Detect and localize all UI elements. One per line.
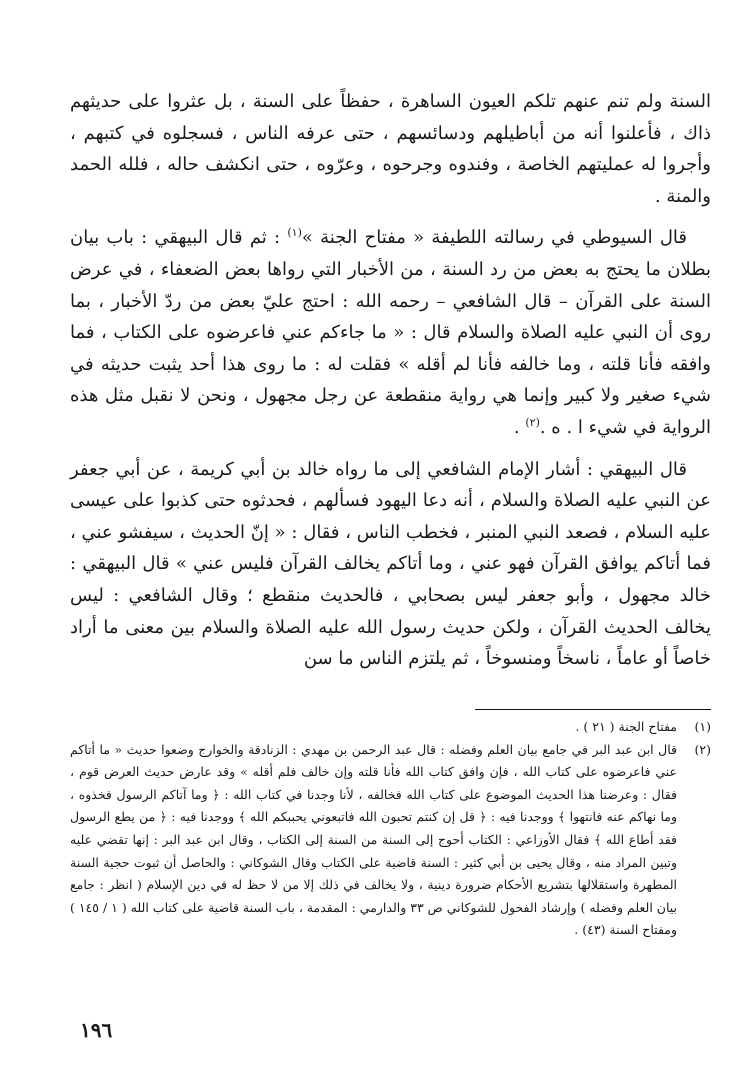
- paragraph-2-text-a: قال السيوطي في رسالته اللطيفة « مفتاح الجنة »: [301, 227, 687, 249]
- paragraph-3-text: قال البيهقي : أشار الإمام الشافعي إلى ما رواه خالد بن أبي كريمة ، عن أبي جعفر عن النبي عليه الصلاة والسلام ، أنه دعا اليهود فسألهم ، فحدثوه حتى كذبوا على عيسى عليه السلام ، فصعد النبي المنبر ، فخطب الناس ، فقال : « إنّ الحديث ، سيفشو عني ، فما أتاكم يوافق القرآن فهو عني ، وما أتاكم يخالف القرآن فليس عني » قال البيهقي : خالد مجهول ، وأبو جعفر ليس بصحابي ، فالحديث منقطع ؛ وقال الشافعي : ليس يخالف الحديث القرآن ، ولكن حديث رسول الله عليه الصلاة والسلام بين معنى ما أراد خاصاً أو عاماً ، ناسخاً ومنسوخاً ، ثم يلتزم الناس ما سن: [70, 458, 711, 670]
- footnotes: [70, 716, 711, 942]
- footnote-number: (٢): [694, 741, 711, 757]
- footnote-separator: [475, 709, 711, 710]
- footnote-number: (١): [694, 719, 711, 734]
- footnote-2: [70, 739, 711, 942]
- footnote-text: مفتاح الجنة ( ٢١ ) .: [575, 719, 677, 734]
- paragraph-1: [70, 86, 711, 212]
- paragraph-2-text-end: .: [513, 416, 526, 438]
- footnote-ref-2[interactable]: (٢): [525, 415, 540, 429]
- footnote-text: قال ابن عبد البر في جامع بيان العلم وفضله : قال عبد الرحمن بن مهدي : الزنادقة والخوارج وضعوا حديث « ما أتاكم عني فاعرضوه على كتاب الله ، فإن وافق كتاب الله فأنا قلته وإن خالف فلم أقله » وقد عارض حديث العرض قوم ، فقال : وعرضنا هذا الحديث الموضوع على كتاب الله فخالفه ، لأنا وجدنا في كتاب الله : ﴿ وما آتاكم الرسول فخذوه ، وما نهاكم عنه فانتهوا ﴾ ووجدنا فيه : ﴿ قل إن كنتم تحبون الله فاتبعوني يحببكم الله ﴾ ووجدنا فيه : ﴿ من يطع الرسول فقد أطاع الله ﴾ فقال الأوزاعي : الكتاب أحوج إلى السنة من السنة إلى الكتاب ، وقال ابن عبد البر : إنها تقضي عليه وتبين المراد منه ، وقال يحيى بن أبي كثير : السنة قاضية على الكتاب وقال الشوكاني : والحاصل أن ثبوت حجية السنة المطهرة واستقلالها بتشريع الأحكام ضرورة دينية ، ولا يخالف في ذلك إلا من لا حظ له في دين الإسلام ( انظر : جامع بيان العلم وفضله ) وإرشاد الفحول للشوكاني ص ٣٣ والدارمي : المقدمة ، باب السنة قاضية على كتاب الله ( ١ / ١٤٥ ) ومفتاح السنة (٤٣) .: [69, 741, 677, 938]
- paragraph-3: [70, 454, 711, 675]
- page-number: ١٩٦: [80, 1018, 113, 1042]
- footnote-1: [70, 716, 711, 739]
- paragraph-2-text-b: : ثم قال البيهقي : باب بيان بطلان ما يحتج به بعض من رد السنة ، من الأخبار التي رواها بعض الضعفاء ، في عرض السنة على القرآن – قال الشافعي – رحمه الله : احتج عليّ بعض من ردّ الأخبار ، بما روى أن النبي عليه الصلاة والسلام قال : « ما جاءكم عني فاعرضوه على الكتاب ، فما وافقه فأنا قلته ، وما خالفه فأنا لم أقله » فقلت له : ما روى هذا أحد يثبت حديثه في شيء صغير ولا كبير وإنما هي رواية منقطعة عن رجل مجهول ، ونحن لا نقبل مثل هذه الرواية في شيء ا . ه .: [70, 227, 711, 438]
- paragraph-2: [70, 222, 711, 443]
- main-text: [70, 86, 711, 675]
- paragraph-1-text: السنة ولم تنم عنهم تلكم العيون الساهرة ، حفظاً على السنة ، بل عثروا على حديثهم ذاك ، فأعلنوا أنه من أباطيلهم ودسائسهم ، حتى عرفه الناس ، فسجلوه في كتبهم ، وأجروا له عمليتهم الخاصة ، وفندوه وجرحوه ، وعرّوه ، حتى انكشف حاله ، فلله الحمد والمنة .: [70, 91, 711, 207]
- footnote-ref-1[interactable]: (١): [287, 226, 302, 240]
